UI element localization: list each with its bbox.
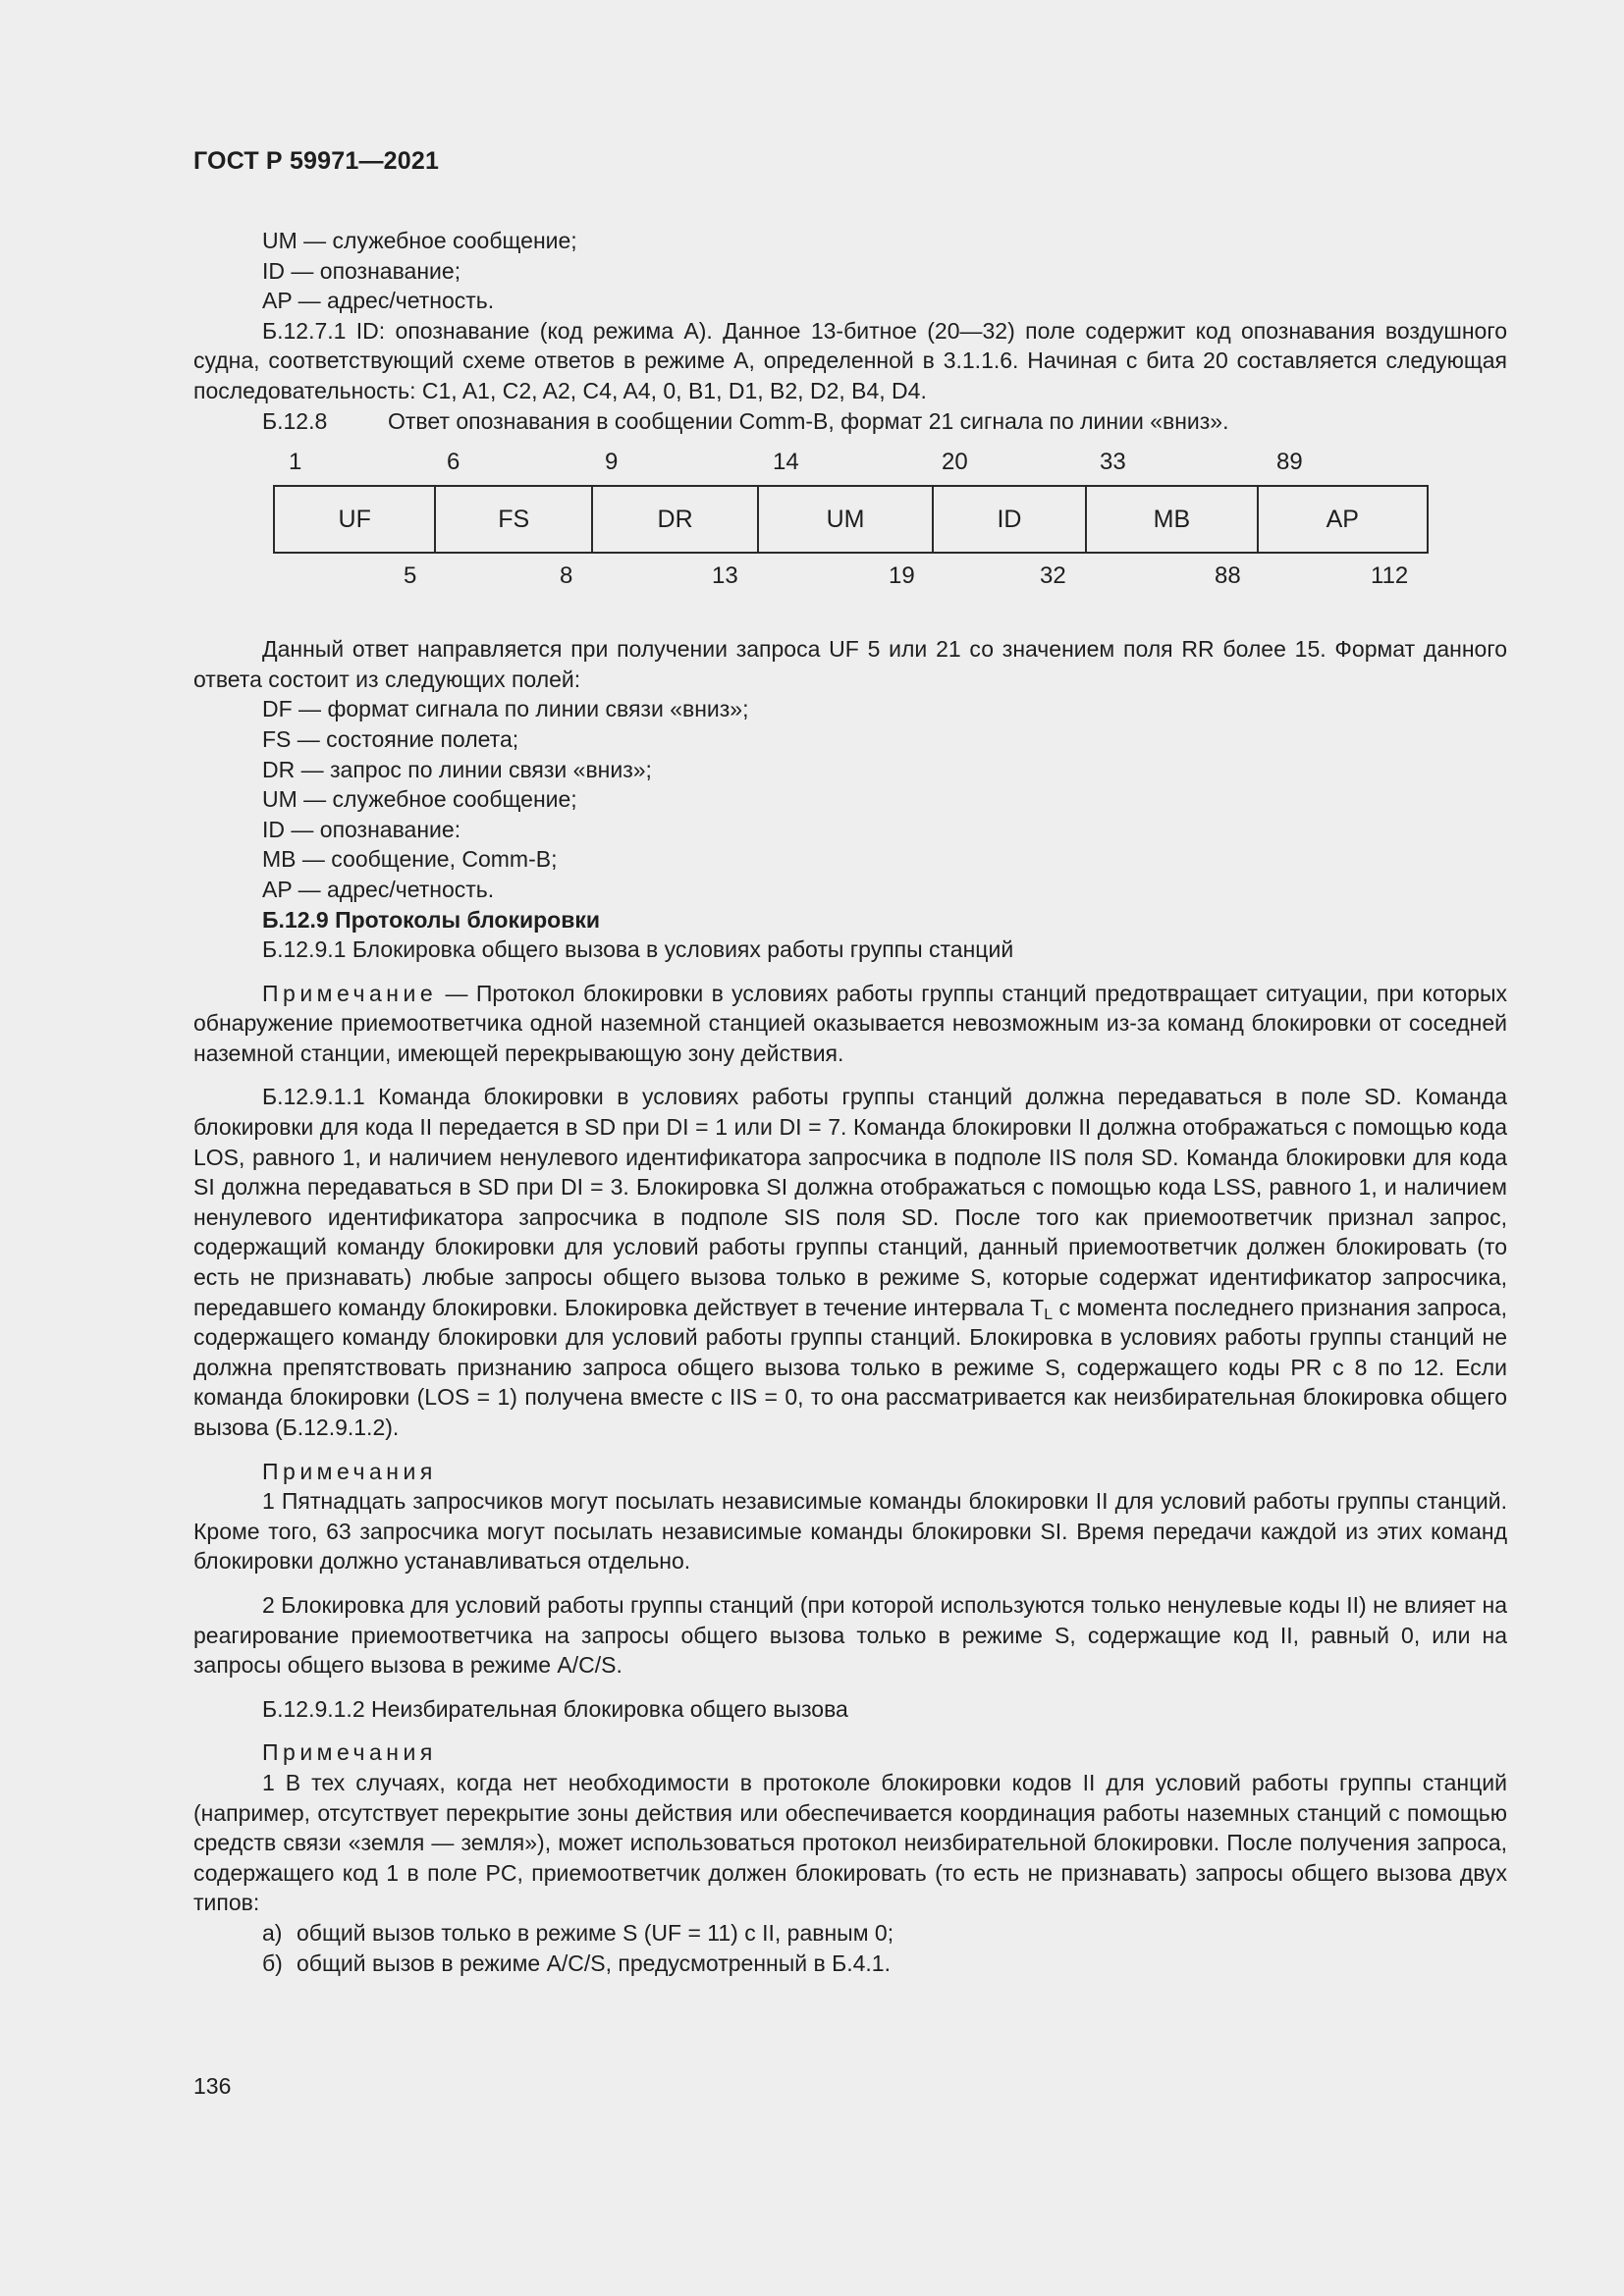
list-item: AP — адрес/четность. — [262, 876, 495, 902]
section-b12-8 — [193, 406, 1507, 437]
section-heading-b12-9: Б.12.9 Протоколы блокировки — [262, 906, 601, 933]
item-text: общий вызов только в режиме S (UF = 11) с II, равным 0; — [297, 1919, 894, 1946]
bit-field-figure — [193, 448, 1507, 634]
note-paragraph — [193, 979, 1507, 1069]
field-mb: MB — [1087, 487, 1258, 552]
notes-label: Примечания — [262, 1739, 437, 1766]
paragraph-answer: Данный ответ направляется при получении запроса UF 5 или 21 со значением поля RR более 15. Формат данного ответа состоит из следующих полей: — [193, 636, 1507, 692]
end-bit: 88 — [1215, 562, 1241, 590]
list-item: UM — служебное сообщение; — [262, 228, 577, 253]
page-number: 136 — [193, 2073, 232, 2099]
item-label: б) — [262, 1949, 283, 1976]
field-box — [273, 485, 1429, 554]
section-title: Ответ опознавания в сообщении Comm-B, формат 21 сигнала по линии «вниз». — [388, 407, 1229, 434]
note-text: — Протокол блокировки в условиях работы группы станций предотвращает ситуации, при которых обнаружение приемоответчика одной наземной станцией оказывается невозможным из-за команд блокировки от соседней наземной станции, имеющей перекрывающую зону действия. — [193, 980, 1507, 1066]
item-text: общий вызов в режиме A/C/S, предусмотренный в Б.4.1. — [297, 1949, 891, 1976]
field-ap: AP — [1326, 505, 1359, 533]
document-body — [193, 226, 1507, 1978]
section-number: Б.12.8 — [262, 407, 328, 434]
list-item-a — [193, 1918, 1507, 1949]
list-item: ID — опознавание; — [262, 257, 461, 284]
start-bit: 33 — [1100, 449, 1126, 476]
item-label: а) — [262, 1919, 283, 1946]
start-bit: 20 — [942, 449, 968, 476]
list-item: UM — служебное сообщение; — [262, 786, 577, 813]
subscript: L — [1044, 1306, 1054, 1323]
section-b12-9-1: Б.12.9.1 Блокировка общего вызова в условиях работы группы станций — [262, 936, 1014, 963]
paragraph-b12-7-1: Б.12.7.1 ID: опознавание (код режима А). Данное 13-битное (20—32) поле содержит код опознавания воздушного судна, соответствующий схеме ответов в режиме А, определенной в 3.1.1.6. Начиная с бита 20 составляется следующая последовательность: C1, A1, C2, A2, C4, A4, 0, B1, D1, B2, D2, B4, D4. — [193, 317, 1507, 403]
note-label: Примечание — [262, 980, 438, 1006]
list-item-b — [193, 1949, 1507, 1979]
start-bit: 6 — [447, 449, 460, 476]
paragraph-b12-9-1-1 — [193, 1082, 1507, 1442]
list-item: DR — запрос по линии связи «вниз»; — [262, 756, 652, 782]
list-item: MB — сообщение, Comm-B; — [262, 846, 558, 873]
end-bit: 19 — [889, 562, 915, 590]
end-bit: 5 — [404, 562, 417, 590]
end-bit: 32 — [1040, 562, 1066, 590]
list-item: ID — опознавание: — [262, 816, 461, 842]
note-item: 2 Блокировка для условий работы группы станций (при которой используются только ненулевые коды II) не влияет на реагирование приемоответчика на запросы общего вызова только в режиме S, содержащие код II, равный 0, или на запросы общего вызова в режиме A/C/S. — [193, 1591, 1507, 1679]
section-b12-9-1-2: Б.12.9.1.2 Неизбирательная блокировка общего вызова — [262, 1695, 848, 1722]
paragraph-text: с момента последнего признания запроса, содержащего команду блокировки для условий работы группы станций. Блокировка в условиях работы группы станций не должна препятствовать признанию запроса общего вызова только в режиме S, содержащего коды PR с 8 по 12. Если команда блокировки (LOS = 1) получена вместе с IIS = 0, то она рассматривается как неизбирательная блокировка общего вызова (Б.12.9.1.2). — [193, 1294, 1507, 1440]
list-item: FS — состояние полета; — [262, 725, 519, 752]
end-bit: 112 — [1371, 562, 1409, 590]
end-bit: 13 — [712, 562, 738, 590]
notes-label: Примечания — [262, 1458, 437, 1484]
paragraph-text: Б.12.9.1.1 Команда блокировки в условиях работы группы станций должна передаваться в поле SD. Команда блокировки для кода II передается в SD при DI = 1 или DI = 7. Команда блокировки II должна отображаться с помощью кода LOS, равного 1, и наличием ненулевого идентификатора запросчика в подполе IIS поля SD. Команда блокировки для кода SI должна передаваться в SD при DI = 3. Блокировка SI должна отображаться с помощью кода LSS, равного 1, и наличием ненулевого идентификатора запросчика в подполе SIS поля SD. После того как приемоответчик признал запрос, содержащий команду блокировки для условий работы группы станций, данный приемоответчик должен блокировать (то есть не признавать) любые запросы общего вызова только в режиме S, которые содержат идентификатор запросчика, передавшего команду блокировки. Блокировка действует в течение интервала T — [193, 1084, 1507, 1320]
document-header: ГОСТ Р 59971—2021 — [193, 147, 440, 175]
start-bit: 9 — [605, 449, 619, 476]
note-item: 1 Пятнадцать запросчиков могут посылать независимые команды блокировки II для условий работы группы станций. Кроме того, 63 запросчика могут посылать независимые команды блокировки SI. Время передачи каждой из этих команд блокировки должно устанавливаться отдельно. — [193, 1488, 1507, 1575]
field-dr: DR — [593, 487, 759, 552]
field-um: UM — [759, 487, 933, 552]
start-bit: 89 — [1276, 449, 1303, 476]
field-id: ID — [934, 487, 1087, 552]
start-bit: 14 — [773, 449, 799, 476]
end-bit: 8 — [560, 562, 573, 590]
start-bit: 1 — [289, 449, 302, 476]
note-item: 1 В тех случаях, когда нет необходимости в протоколе блокировки кодов II для условий работы группы станций (например, отсутствует перекрытие зоны действия или обеспечивается координация работы наземных станций с помощью средств связи «земля — земля»), может использоваться протокол неизбирательной блокировки. После получения запроса, содержащего код 1 в поле PC, приемоответчик должен блокировать (то есть не признавать) запросы общего вызова двух типов: — [193, 1769, 1507, 1916]
field-fs: FS — [436, 487, 592, 552]
list-item: AP — адрес/четность. — [262, 288, 495, 314]
field-uf: UF — [275, 487, 436, 552]
list-item: DF — формат сигнала по линии связи «вниз»; — [262, 696, 749, 722]
